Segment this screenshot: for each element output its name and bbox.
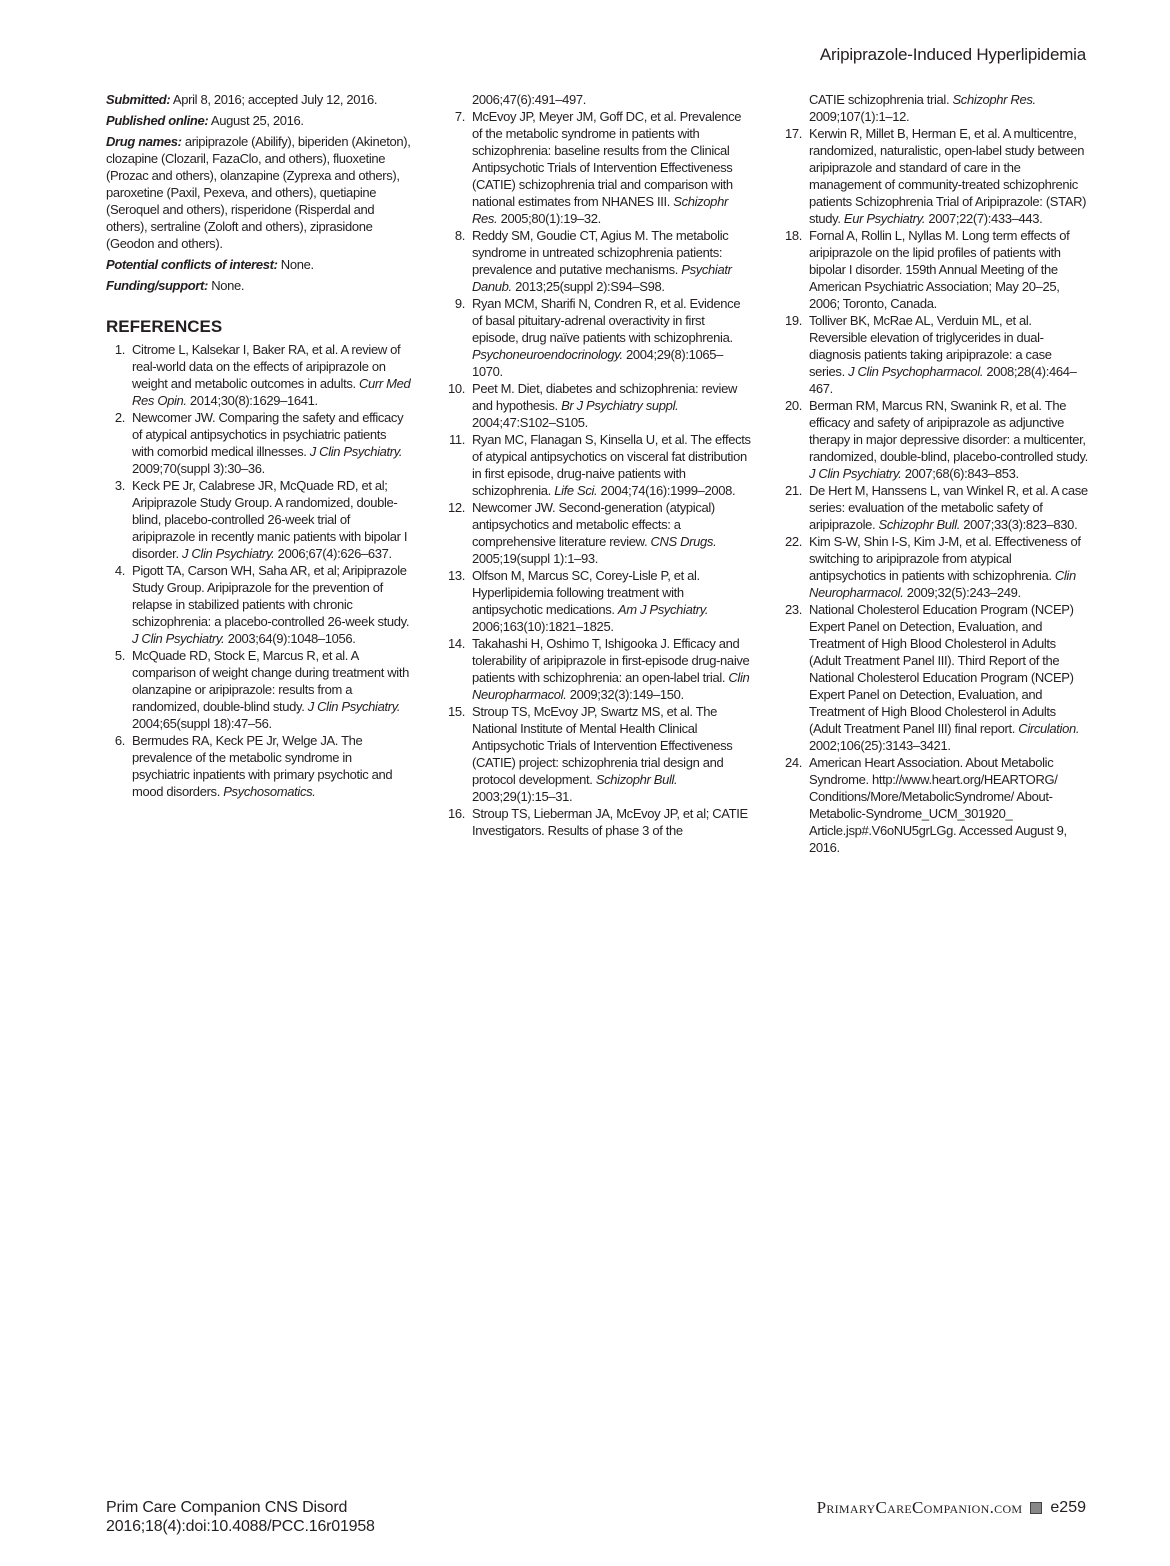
reference-text (446, 91, 751, 108)
reference-citation: Newcomer JW. Comparing the safety and efficacy of atypical antipsychotics in psychiatric patients with comorbid medical illnesses. (132, 410, 404, 459)
reference-volume: 2008;28(4):464–467. (809, 364, 1077, 396)
reference-journal: J Clin Psychiatry. (181, 546, 275, 561)
reference-citation: Takahashi H, Oshimo T, Ishigooka J. Efficacy and tolerability of aripiprazole in first-episode drug-naive patients with schizophrenia: an open-label trial. (472, 636, 750, 685)
reference-number: 21. (784, 483, 802, 498)
reference-citation: Tolliver BK, McRae AL, Verduin ML, et al. Reversible elevation of triglycerides in dual-diagnosis patients taking aripiprazole: a case series. (809, 313, 1052, 379)
reference-number: 12. (447, 500, 465, 515)
reference-text (472, 380, 751, 431)
reference-volume: 2005;19(suppl 1):1–93. (472, 551, 599, 566)
reference-list (783, 91, 1088, 856)
reference-volume: 2004;47:S102–S105. (472, 415, 588, 430)
reference-number: 8. (454, 228, 465, 243)
reference-volume: 2002;106(25):3143–3421. (809, 738, 951, 753)
reference-journal: Psychiatr Danub. (472, 262, 732, 294)
reference-item (446, 295, 751, 380)
reference-citation: CATIE schizophrenia trial. (809, 92, 953, 107)
references-heading: REFERENCES (106, 317, 223, 336)
reference-journal: J Clin Psychiatry. (307, 699, 401, 714)
footer-doi: 2016;18(4):doi:10.4088/PCC.16r01958 (106, 1518, 375, 1535)
reference-number: 18. (784, 228, 802, 243)
page-number: e259 (1050, 1499, 1086, 1516)
reference-text (132, 562, 411, 647)
reference-number: 17. (784, 126, 802, 141)
reference-text (132, 732, 411, 800)
reference-text (472, 567, 751, 635)
reference-number: 11. (448, 432, 465, 447)
meta-text: None. (277, 257, 314, 272)
reference-volume: 2003;29(1):15–31. (472, 789, 573, 804)
reference-text (809, 125, 1088, 227)
reference-number: 13. (447, 568, 465, 583)
reference-item (783, 482, 1088, 533)
reference-item (783, 312, 1088, 397)
submitted-line (106, 91, 411, 108)
reference-text (472, 295, 751, 380)
reference-text (809, 601, 1088, 754)
reference-citation: Kim S-W, Shin I-S, Kim J-M, et al. Effectiveness of switching to aripiprazole from atypical antipsychotics in patients with schizophrenia. (809, 534, 1081, 583)
reference-number: 5. (114, 648, 125, 663)
meta-label: Submitted: (106, 92, 171, 107)
reference-text (809, 482, 1088, 533)
reference-journal: J Clin Psychiatry. (809, 466, 902, 481)
reference-volume: 2004;29(8):1065–1070. (472, 347, 724, 379)
meta-text: August 25, 2016. (208, 113, 304, 128)
funding-line (106, 277, 411, 294)
column-1 (106, 91, 411, 800)
reference-journal: Psychosomatics. (223, 784, 316, 799)
reference-item (106, 732, 411, 800)
reference-volume: 2009;32(5):243–249. (903, 585, 1021, 600)
reference-citation: American Heart Association. About Metabolic Syndrome. http://www.heart.org/HEARTORG/ Conditions/More/MetabolicSyndrome/ About-Metabolic-Syndrome_UCM_301920_ Article.jsp#.V6oNU5grLGg. Accessed August 9, 2016. (809, 755, 1067, 855)
reference-journal: Circulation. (1018, 721, 1080, 736)
reference-text (472, 805, 751, 839)
meta-text: None. (207, 278, 245, 293)
reference-text (809, 312, 1088, 397)
reference-journal: Schizophr Bull. (595, 772, 678, 787)
reference-journal: J Clin Psychiatry. (309, 444, 403, 459)
reference-item (446, 380, 751, 431)
square-bullet-icon (1030, 1502, 1042, 1514)
reference-item (446, 431, 751, 499)
reference-number: 10. (447, 381, 465, 396)
footer-journal: Prim Care Companion CNS Disord (106, 1499, 348, 1516)
reference-text (132, 647, 411, 732)
reference-citation: Ryan MCM, Sharifi N, Condren R, et al. Evidence of basal pituitary-adrenal overactivity in first episode, drug naïve patients with schizophrenia. (472, 296, 741, 345)
reference-text (472, 635, 751, 703)
reference-citation: Bermudes RA, Keck PE Jr, Welge JA. The prevalence of the metabolic syndrome in psychiatric inpatients with primary psychotic and mood disorders. (132, 733, 393, 799)
footer-site-link[interactable]: PrimaryCareCompanion.com (816, 1498, 1023, 1517)
reference-text (132, 341, 411, 409)
reference-citation: Peet M. Diet, diabetes and schizophrenia: review and hypothesis. (472, 381, 738, 413)
reference-citation: Reddy SM, Goudie CT, Agius M. The metabolic syndrome in untreated schizophrenia patients: prevalence and putative mechanisms. (472, 228, 729, 277)
running-head: Aripiprazole-Induced Hyperlipidemia (819, 45, 1086, 64)
reference-volume: 2009;70(suppl 3):30–36. (132, 461, 265, 476)
reference-item (446, 805, 751, 839)
reference-text (472, 227, 751, 295)
reference-citation: Newcomer JW. Second-generation (atypical) antipsychotics and metabolic effects: a comprehensive literature review. (472, 500, 715, 549)
meta-label: Funding/support: (106, 278, 208, 293)
reference-text (809, 227, 1088, 312)
reference-volume: 2007;33(3):823–830. (960, 517, 1078, 532)
reference-text (132, 477, 411, 562)
reference-item (783, 125, 1088, 227)
reference-journal: Am J Psychiatry. (617, 602, 709, 617)
reference-journal: J Clin Psychopharmacol. (848, 364, 984, 379)
reference-citation: Berman RM, Marcus RN, Swanink R, et al. The efficacy and safety of aripiprazole as adjunctive therapy in major depressive disorder: a multicenter, randomized, double-blind, placebo-controlled study. (809, 398, 1088, 464)
reference-item (446, 91, 751, 108)
reference-text (809, 533, 1088, 601)
reference-number: 19. (784, 313, 802, 328)
reference-volume: 2005;80(1):19–32. (497, 211, 601, 226)
reference-text (472, 108, 751, 227)
reference-item (783, 397, 1088, 482)
published-line (106, 112, 411, 129)
reference-journal: Br J Psychiatry suppl. (561, 398, 679, 413)
reference-volume: 2006;67(4):626–637. (274, 546, 392, 561)
reference-item (446, 567, 751, 635)
meta-label: Potential conflicts of interest: (106, 257, 278, 272)
reference-text (472, 703, 751, 805)
reference-journal: CNS Drugs. (650, 534, 717, 549)
reference-volume: 2009;107(1):1–12. (809, 109, 910, 124)
reference-number: 14. (447, 636, 465, 651)
reference-volume: 2013;25(suppl 2):S94–S98. (511, 279, 665, 294)
reference-number: 16. (447, 806, 465, 821)
reference-volume: 2007;68(6):843–853. (901, 466, 1019, 481)
meta-text: aripiprazole (Abilify), biperiden (Akineton), clozapine (Clozaril, FazaClo, and others), fluoxetine (Prozac and others), olanzapine (Zyprexa and others), paroxetine (Paxil, Pexeva, and others), quetiapine (Seroquel and others), risperidone (Risperdal and others), sertraline (Zoloft and others), ziprasidone (Geodon and others). (106, 134, 411, 251)
meta-text: April 8, 2016; accepted July 12, 2016. (170, 92, 378, 107)
reference-number: 20. (784, 398, 802, 413)
reference-volume: 2007;22(7):433–443. (925, 211, 1043, 226)
reference-item (446, 499, 751, 567)
reference-volume: 2004;65(suppl 18):47–56. (132, 716, 272, 731)
reference-item (106, 647, 411, 732)
reference-volume: 2003;64(9):1048–1056. (224, 631, 356, 646)
reference-journal: Clin Neuropharmacol. (472, 670, 750, 702)
reference-item (106, 409, 411, 477)
reference-text (809, 754, 1088, 856)
column-2 (446, 91, 751, 839)
reference-number: 7. (454, 109, 465, 124)
reference-item (783, 227, 1088, 312)
article-meta (106, 91, 411, 294)
reference-citation: Ryan MC, Flanagan S, Kinsella U, et al. The effects of atypical antipsychotics on visceral fat distribution in first episode, drug-naive patients with schizophrenia. (472, 432, 751, 498)
reference-list (446, 91, 751, 839)
footer-citation (106, 1498, 375, 1536)
reference-item (783, 91, 1088, 125)
reference-text (809, 397, 1088, 482)
conflicts-line (106, 256, 411, 273)
meta-label: Published online: (106, 113, 209, 128)
reference-item (446, 703, 751, 805)
reference-text (783, 91, 1088, 125)
reference-journal: Curr Med Res Opin. (132, 376, 411, 408)
reference-text (132, 409, 411, 477)
reference-number: 3. (114, 478, 125, 493)
reference-citation: Olfson M, Marcus SC, Corey-Lisle P, et al. Hyperlipidemia following treatment with antipsychotic medications. (472, 568, 700, 617)
reference-citation: Citrome L, Kalsekar I, Baker RA, et al. A review of real-world data on the effects of aripiprazole on weight and metabolic outcomes in adults. (132, 342, 401, 391)
reference-citation: Keck PE Jr, Calabrese JR, McQuade RD, et al; Aripiprazole Study Group. A randomized, double-blind, placebo-controlled 26-week trial of aripiprazole in recently manic patients with bipolar I disorder. (132, 478, 408, 561)
reference-journal: Clin Neuropharmacol. (809, 568, 1076, 600)
footer-right (817, 1498, 1086, 1518)
reference-item (106, 477, 411, 562)
reference-citation: 2006;47(6):491–497. (472, 92, 587, 107)
reference-item (106, 562, 411, 647)
reference-journal: J Clin Psychiatry. (132, 631, 225, 646)
reference-citation: Pigott TA, Carson WH, Saha AR, et al; Aripiprazole Study Group. Aripiprazole for the prevention of relapse in stabilized patients with chronic schizophrenia: a placebo-controlled 26-week study. (132, 563, 410, 629)
reference-item (446, 108, 751, 227)
reference-journal: Schizophr Bull. (878, 517, 960, 532)
drug-names-line (106, 133, 411, 252)
meta-label: Drug names: (106, 134, 182, 149)
reference-item (446, 227, 751, 295)
reference-citation: Fornal A, Rollin L, Nyllas M. Long term effects of aripiprazole on the lipid profiles of patients with bipolar I disorder. 159th Annual Meeting of the American Psychiatric Association; May 20–25, 2006; Toronto, Canada. (809, 228, 1070, 311)
reference-volume: 2014;30(8):1629–1641. (186, 393, 318, 408)
reference-citation: De Hert M, Hanssens L, van Winkel R, et al. A case series: evaluation of the metabolic safety of aripiprazole. (809, 483, 1088, 532)
reference-text (472, 499, 751, 567)
reference-volume: 2006;163(10):1821–1825. (472, 619, 614, 634)
reference-item (446, 635, 751, 703)
reference-item (783, 601, 1088, 754)
reference-journal: Schizophr Res. (952, 92, 1036, 107)
reference-list (106, 341, 411, 800)
reference-number: 9. (454, 296, 465, 311)
reference-journal: Psychoneuroendocrinology. (472, 347, 623, 362)
reference-journal: Life Sci. (554, 483, 598, 498)
reference-citation: Stroup TS, McEvoy JP, Swartz MS, et al. The National Institute of Mental Health Clinical Antipsychotic Trials of Intervention Effectiveness (CATIE) project: schizophrenia trial design and protocol development. (472, 704, 733, 787)
column-3 (783, 91, 1088, 856)
reference-number: 22. (784, 534, 802, 549)
reference-volume: 2009;32(3):149–150. (566, 687, 684, 702)
reference-number: 1. (114, 342, 125, 357)
reference-citation: Kerwin R, Millet B, Herman E, et al. A multicentre, randomized, naturalistic, open-label study between aripiprazole and standard of care in the management of community-treated schizophrenic patients Schizophrenia Trial of Aripiprazole: (STAR) study. (809, 126, 1087, 226)
reference-number: 2. (114, 410, 125, 425)
reference-citation: McQuade RD, Stock E, Marcus R, et al. A comparison of weight change during treatment with olanzapine or aripiprazole: results from a randomized, double-blind study. (132, 648, 409, 714)
reference-citation: National Cholesterol Education Program (NCEP) Expert Panel on Detection, Evaluation, and Treatment of High Blood Cholesterol in Adults (Adult Treatment Panel III). Third Report of the National Cholesterol Education Program (NCEP) Expert Panel on Detection, Evaluation, and Treatment of High Blood Cholesterol in Adults (Adult Treatment Panel III) final report. (809, 602, 1074, 736)
reference-item (783, 533, 1088, 601)
reference-number: 24. (784, 755, 802, 770)
reference-journal: Eur Psychiatry. (843, 211, 926, 226)
reference-journal: Schizophr Res. (472, 194, 728, 226)
reference-number: 6. (114, 733, 125, 748)
reference-number: 4. (114, 563, 125, 578)
reference-text (472, 431, 751, 499)
reference-citation: McEvoy JP, Meyer JM, Goff DC, et al. Prevalence of the metabolic syndrome in patients with schizophrenia: baseline results from the Clinical Antipsychotic Trials of Intervention Effectiveness (CATIE) schizophrenia trial and comparison with national estimates from NHANES III. (472, 109, 742, 209)
reference-number: 15. (447, 704, 465, 719)
reference-item (106, 341, 411, 409)
reference-citation: Stroup TS, Lieberman JA, McEvoy JP, et al; CATIE Investigators. Results of phase 3 of the (472, 806, 748, 838)
reference-number: 23. (784, 602, 802, 617)
reference-item (783, 754, 1088, 856)
reference-volume: 2004;74(16):1999–2008. (597, 483, 736, 498)
